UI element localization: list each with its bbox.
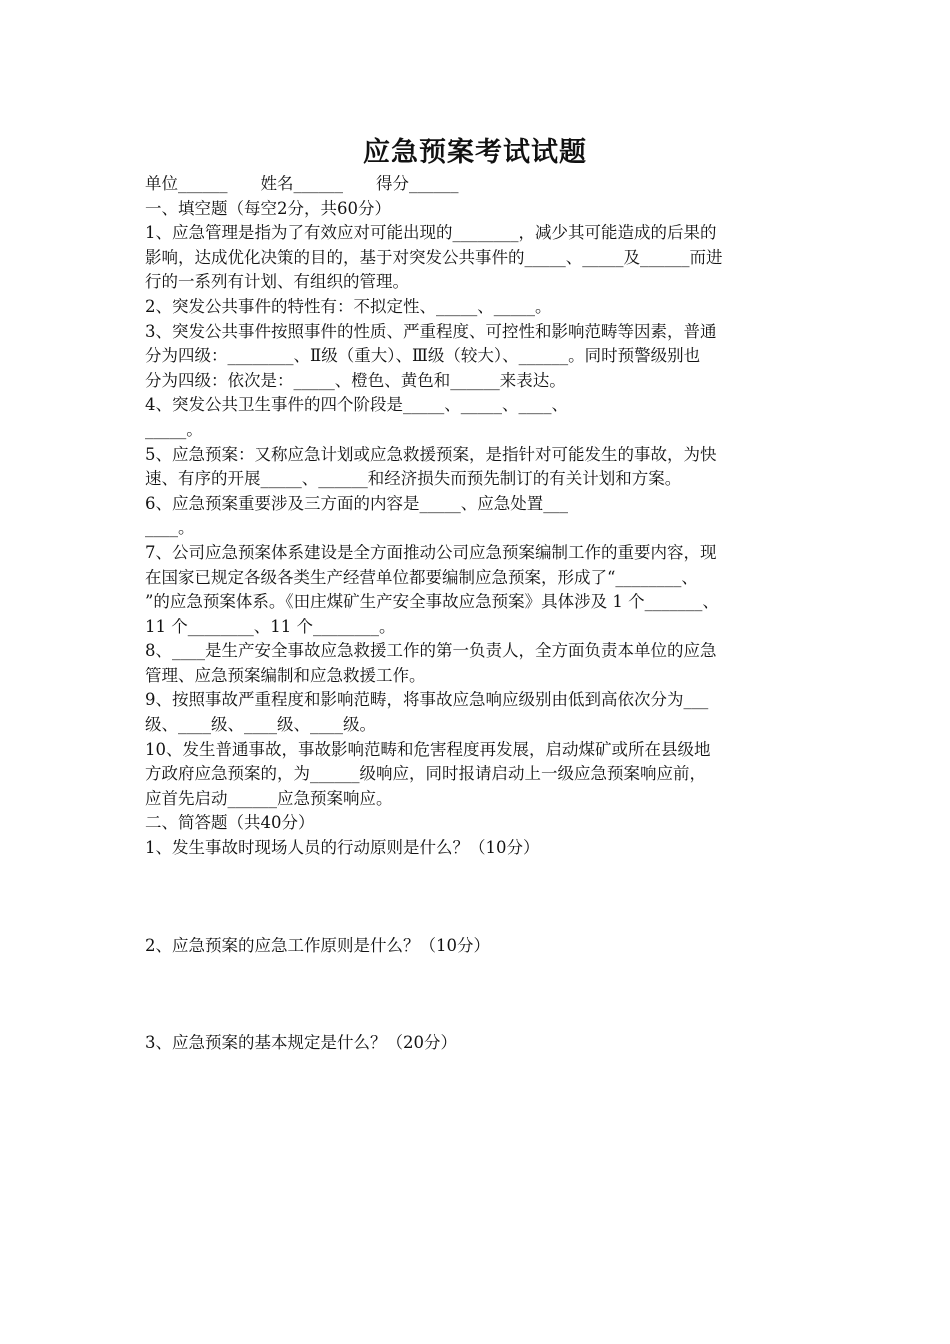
question-line: _____。 [145, 419, 203, 439]
question-line: 级、____级、____级、____级。 [145, 715, 376, 735]
question-line: 6、应急预案重要涉及三方面的内容是_____、应急处置___ [145, 493, 568, 513]
question-3 [145, 320, 825, 394]
question-line: 9、按照事故严重程度和影响范畴，将事故应急响应级别由低到高依次分为___ [145, 690, 709, 710]
question-line: 5、应急预案：又称应急计划或应急救援预案，是指针对可能发生的事故，为快 [145, 444, 717, 464]
question-line: 分为四级：依次是：_____、橙色、黄色和______来表达。 [145, 370, 566, 390]
question-line: 10、发生普通事故，事故影响范畴和危害程度再发展，启动煤矿或所在县级地 [145, 739, 711, 759]
question-line: ”的应急预案体系。《田庄煤矿生产安全事故应急预案》具体涉及 1 个_______、 [145, 592, 719, 612]
question-line: 影响，达成优化决策的目的，基于对突发公共事件的_____、_____及______而进 [145, 247, 723, 267]
question-line: 8、____是生产安全事故应急救援工作的第一负责人，全方面负责本单位的应急 [145, 641, 717, 661]
question-6 [145, 492, 825, 541]
question-line: 速、有序的开展_____、______和经济损失而预先制订的有关计划和方案。 [145, 469, 682, 489]
question-10 [145, 738, 825, 812]
section1-heading: 一、填空题（每空2分，共60分） [145, 198, 391, 218]
question-7 [145, 541, 825, 639]
question-line: 应首先启动______应急预案响应。 [145, 788, 393, 808]
exam-content [145, 172, 825, 1056]
short-question-1: 1、发生事故时现场人员的行动原则是什么？（10分） [145, 838, 540, 858]
question-line: 分为四级：________、Ⅱ级（重大）、Ⅲ级（较大）、______。同时预警级别也 [145, 346, 701, 366]
question-line: 行的一系列有计划、有组织的管理。 [145, 272, 409, 292]
question-4 [145, 393, 825, 442]
short-question-2: 2、应急预案的应急工作原则是什么？（10分） [145, 935, 490, 955]
question-line: 3、突发公共事件按照事件的性质、严重程度、可控性和影响范畴等因素，普通 [145, 321, 717, 341]
question-line: 4、突发公共卫生事件的四个阶段是_____、_____、____、 [145, 395, 568, 415]
answer-space [145, 861, 825, 934]
question-9 [145, 688, 825, 737]
question-line: 管理、应急预案编制和应急救援工作。 [145, 665, 426, 685]
question-1 [145, 221, 825, 295]
page-title: 应急预案考试试题 [363, 137, 587, 168]
question-line: 2、突发公共事件的特性有：不拟定性、_____、_____。 [145, 296, 552, 316]
question-5 [145, 443, 825, 492]
question-8 [145, 639, 825, 688]
question-2 [145, 295, 825, 320]
section2-heading: 二、简答题（共40分） [145, 813, 315, 833]
question-line: 在国家已规定各级各类生产经营单位都要编制应急预案，形成了“________、 [145, 567, 698, 587]
question-line: 方政府应急预案的，为______级响应，同时报请启动上一级应急预案响应前， [145, 764, 706, 784]
question-line: 7、公司应急预案体系建设是全方面推动公司应急预案编制工作的重要内容，现 [145, 542, 717, 562]
question-line: ____。 [145, 518, 195, 538]
question-line: 1、应急管理是指为了有效应对可能出现的________，减少其可能造成的后果的 [145, 223, 717, 243]
answer-space [145, 958, 825, 1031]
question-line: 11 个________、11 个________。 [145, 616, 396, 636]
header-line: 单位______ 姓名______ 得分______ [145, 174, 459, 193]
short-question-3: 3、应急预案的基本规定是什么？（20分） [145, 1033, 457, 1053]
